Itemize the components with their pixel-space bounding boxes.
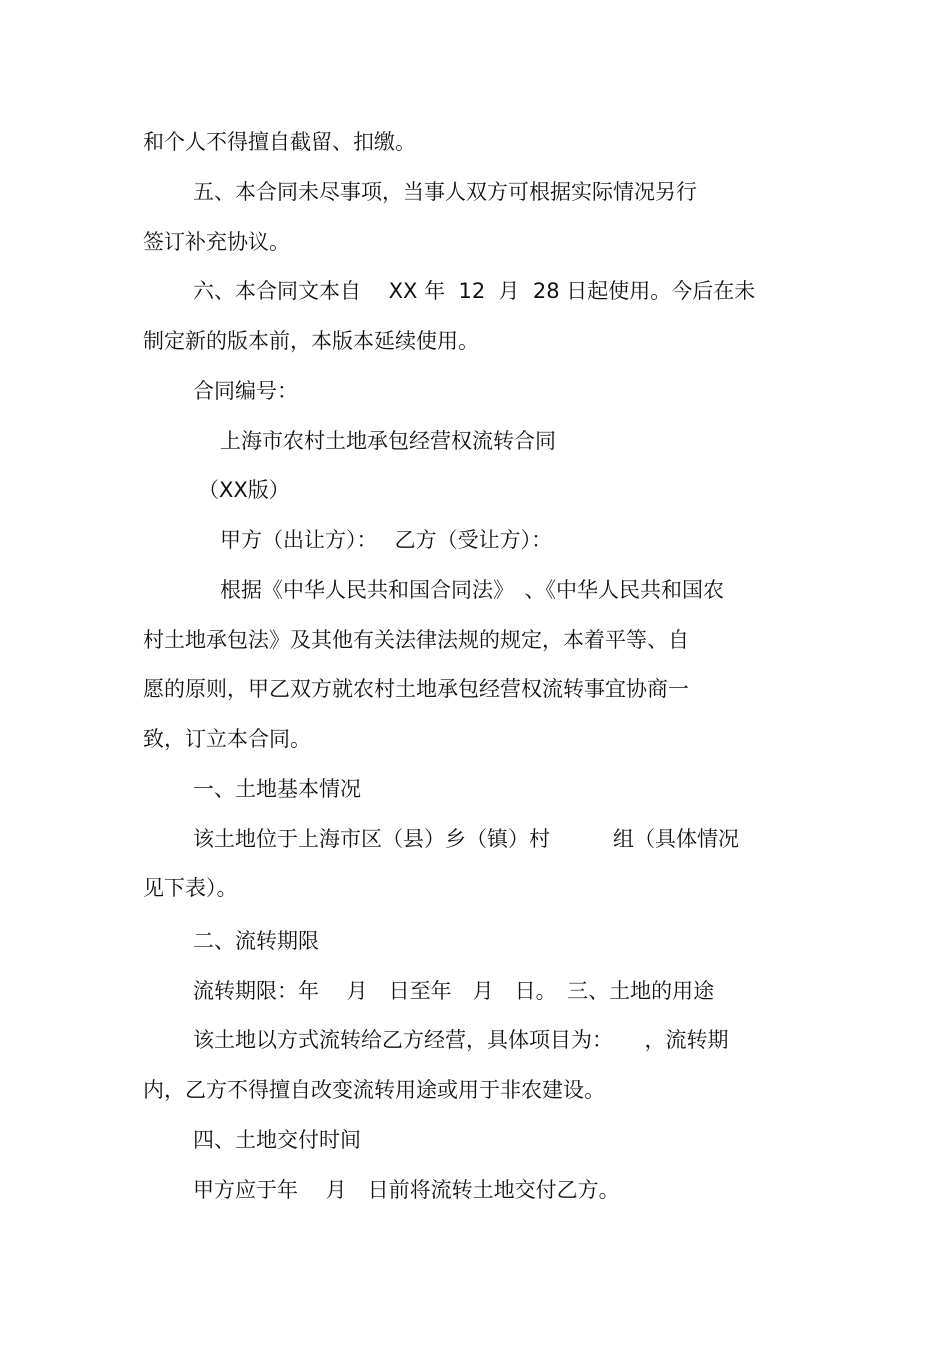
contract-number-label: 合同编号： (193, 379, 298, 403)
text-line-20: 内，乙方不得擅自改变流转用途或用于非农建设。 (143, 1078, 605, 1102)
text-line-13: 致，订立本合同。 (143, 727, 311, 751)
text-line-1: 和个人不得擅自截留、扣缴。 (143, 130, 416, 154)
parties-line: 甲方（出让方）： 乙方（受让方）： (220, 528, 553, 552)
text-line-12: 愿的原则，甲乙双方就农村土地承包经营权流转事宜协商一 (143, 677, 689, 701)
contract-version: （XX版） (198, 478, 290, 502)
text-line-10: 根据《中华人民共和国合同法》 、《中华人民共和国农 (220, 578, 724, 602)
text-line-3: 签订补充协议。 (143, 230, 290, 254)
text-line-15: 该土地位于上海市区（县）乡（镇）村 组（具体情况 (193, 827, 739, 851)
text-line-16: 见下表）。 (143, 876, 238, 900)
section-heading-1: 一、土地基本情况 (193, 777, 361, 801)
section-heading-4: 四、土地交付时间 (193, 1128, 361, 1152)
text-line-4: 六、本合同文本自 XX 年 12 月 28 日起使用。今后在未 (193, 279, 756, 303)
text-line-2: 五、本合同未尽事项，当事人双方可根据实际情况另行 (193, 180, 697, 204)
section-heading-2: 二、流转期限 (193, 929, 319, 953)
text-line-11: 村土地承包法》及其他有关法律法规的规定，本着平等、自 (143, 628, 689, 652)
text-line-18: 流转期限：年 月 日至年 月 日。 三、土地的用途 (193, 979, 715, 1003)
text-line-19: 该土地以方式流转给乙方经营，具体项目为： ，流转期 (193, 1028, 729, 1052)
contract-title: 上海市农村土地承包经营权流转合同 (220, 429, 556, 453)
text-line-22: 甲方应于年 月 日前将流转土地交付乙方。 (193, 1178, 620, 1202)
text-line-5: 制定新的版本前，本版本延续使用。 (143, 329, 479, 353)
